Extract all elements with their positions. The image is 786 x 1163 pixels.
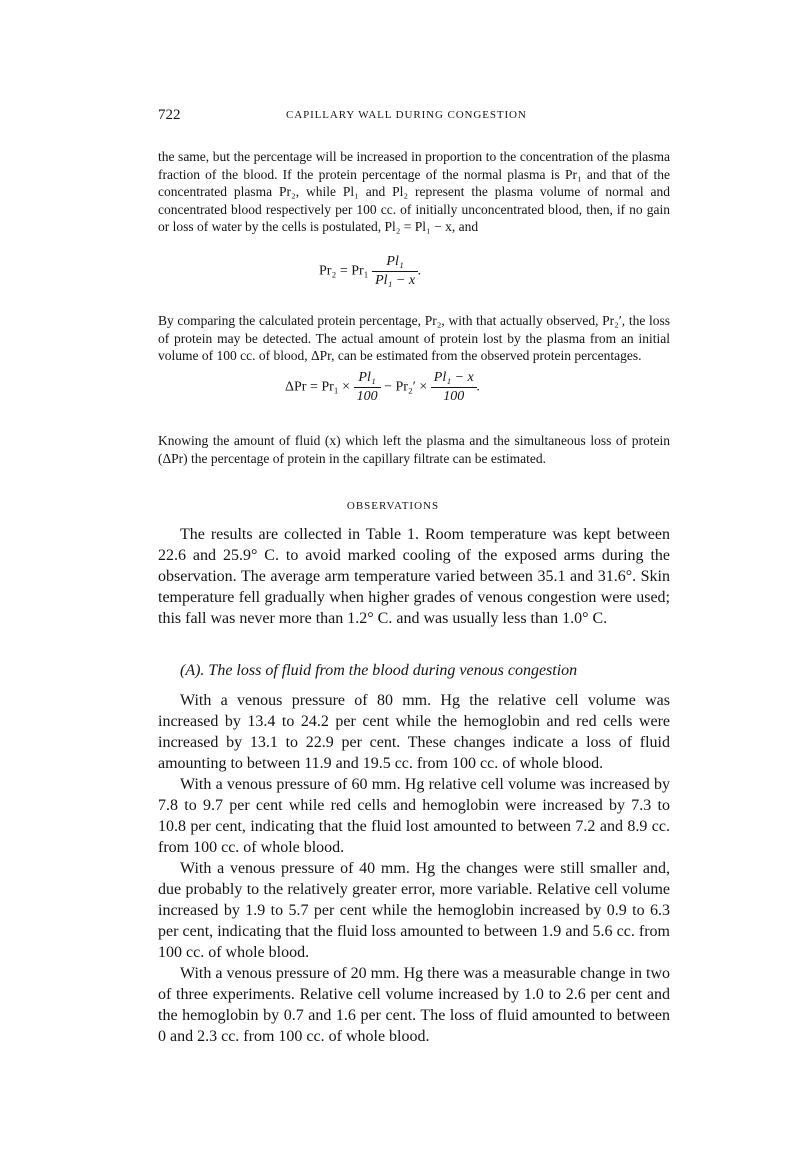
formula-delta-denominator-1: 100 [356, 389, 378, 404]
formula-delta-lhs: ΔPr = Pr₁ × [285, 379, 351, 395]
formula-delta-numerator-2: Pl₁ − x [431, 369, 477, 388]
paragraph-80mm: With a venous pressure of 80 mm. Hg the relative cell volume was increased by 13.4 to 24.2 per cent while the hemoglobin and red cells were increased by 13.1 to 22.9 per cent. These changes indicate a loss of fluid amounting to between 11.9 and 19.5 cc. from 100 cc. of whole blood. [158, 692, 670, 772]
page-header [158, 107, 670, 129]
formula-delta-numerator-1: Pl₁ [354, 369, 381, 388]
formula-delta-end: . [476, 379, 481, 395]
observations-heading: OBSERVATIONS [346, 500, 440, 512]
formula-pr2-lhs: Pr₂ = Pr₁ [319, 263, 369, 279]
formula-pr2-end: . [418, 263, 422, 279]
formula-delta-middle: − Pr₂′ × [384, 379, 428, 395]
formula-delta-denominator-2: 100 [443, 389, 465, 404]
formula-pr2-numerator: Pl₁ [372, 253, 418, 272]
formula-pr2 [319, 253, 422, 290]
knowing-paragraph: Knowing the amount of fluid (x) which left the plasma and the simultaneous loss of protein (ΔPr) the percentage of protein in the capillary filtrate can be estimated. [158, 433, 670, 466]
compare-paragraph: By comparing the calculated protein percentage, Pr₂, with that actually observed, Pr₂′, the loss of protein may be detected. The actual amount of protein lost by the plasma from an initial volume of 100 cc. of blood, ΔPr, can be estimated from the observed protein percentages. [158, 313, 670, 364]
formula-delta-pr [285, 369, 480, 406]
paragraph-40mm: With a venous pressure of 40 mm. Hg the changes were still smaller and, due probably to the relatively greater error, more variable. Relative cell volume increased by 1.9 to 5.7 per cent while the hemoglobin increased by 0.9 to 6.3 per cent, indicating that the fluid loss amounted to between 1.9 and 5.6 cc. from 100 cc. of whole blood. [158, 860, 670, 961]
intro-paragraph: the same, but the percentage will be increased in proportion to the concentration of the plasma fraction of the blood. If the protein percentage of the normal plasma is Pr₁ and that of the concentrated plasma Pr₂, while Pl₁ and Pl₂ represent the plasma volume of normal and concentrated blood respectively per 100 cc. of initially unconcentrated blood, then, if no gain or loss of water by the cells is postulated, Pl₂ = Pl₁ − x, and [158, 149, 670, 235]
section-a-subheading: (A). The loss of fluid from the blood during venous congestion [180, 662, 578, 679]
page-number: 722 [158, 107, 181, 123]
formula-pr2-denominator: Pl₁ − x [375, 273, 416, 288]
paragraph-20mm: With a venous pressure of 20 mm. Hg there was a measurable change in two of three experiments. Relative cell volume increased by 1.0 to 2.6 per cent and the hemoglobin by 0.7 and 1.6 per cent. The loss of fluid amounted to between 0 and 2.3 cc. from 100 cc. of whole blood. [158, 965, 670, 1045]
paragraph-60mm: With a venous pressure of 60 mm. Hg relative cell volume was increased by 7.8 to 9.7 per cent while red cells and hemoglobin were increased by 7.3 to 10.8 per cent, indicating that the fluid lost amounted to between 7.2 and 8.9 cc. from 100 cc. of whole blood. [158, 776, 670, 856]
formula-delta-fraction-2 [431, 369, 477, 406]
formula-delta-fraction-1 [354, 369, 381, 406]
results-paragraph: The results are collected in Table 1. Room temperature was kept between 22.6 and 25.9° C. to avoid marked cooling of the exposed arms during the observation. The average arm temperature varied between 35.1 and 31.6°. Skin temperature fell gradually when higher grades of venous congestion were used; this fall was never more than 1.2° C. and was usually less than 1.0° C. [158, 526, 670, 627]
running-title: CAPILLARY WALL DURING CONGESTION [286, 109, 527, 121]
formula-pr2-fraction [372, 253, 418, 290]
